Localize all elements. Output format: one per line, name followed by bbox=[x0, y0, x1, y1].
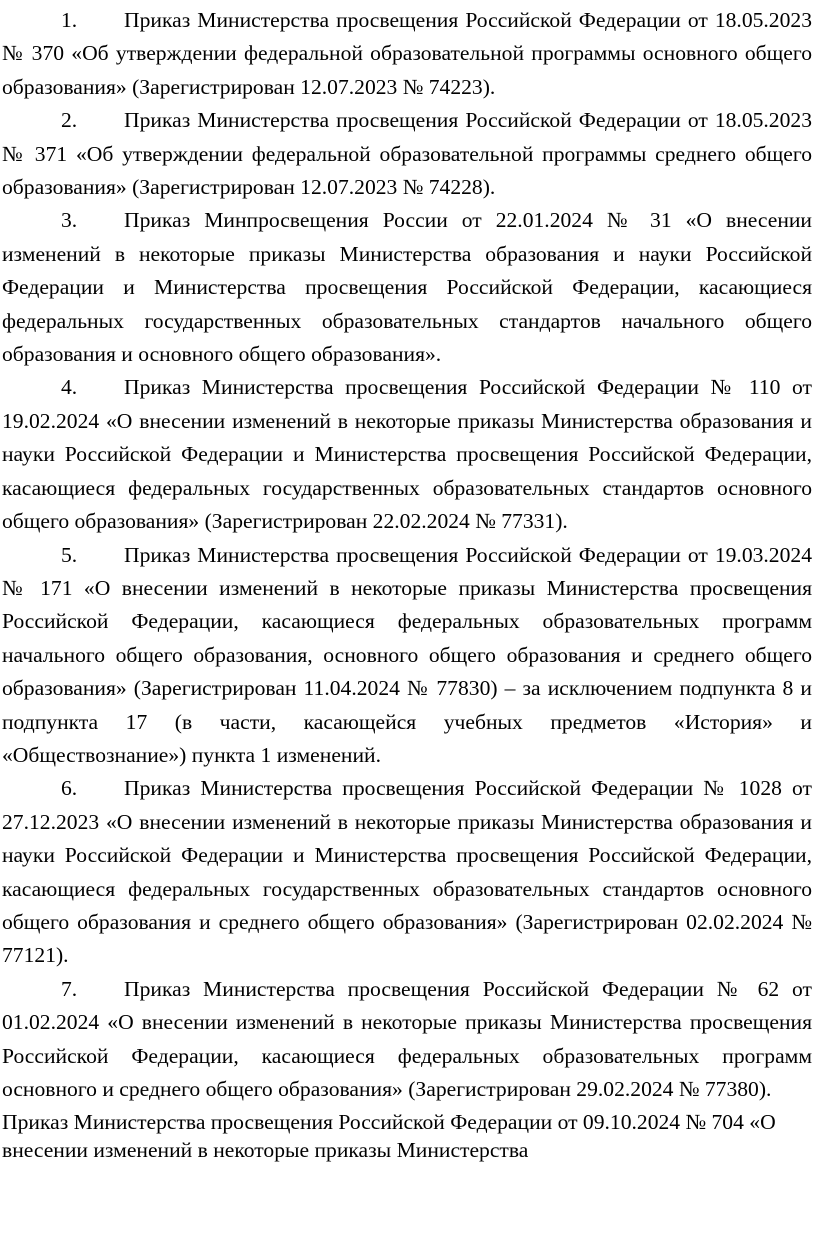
item-number: 3. bbox=[61, 208, 78, 233]
item-number: 5. bbox=[61, 542, 78, 567]
list-item-5 bbox=[2, 539, 812, 773]
list-item-1 bbox=[2, 4, 812, 104]
item-text: Приказ Министерства просвещения Российской Федерации № 1028 от 27.12.2023 «О внесении изменений в некоторые приказы Министерства образования и науки Российской Федерации и Министерства просвещения Российской Федерации, касающиеся федеральных государственных образовательных стандартов основного общего образования и среднего общего образования» (Зарегистрирован 02.02.2024 № 77121). bbox=[2, 776, 812, 968]
item-number: 2. bbox=[61, 108, 78, 133]
item-number: 4. bbox=[61, 375, 78, 400]
item-number: 1. bbox=[61, 8, 78, 32]
item-text: Приказ Минпросвещения России от 22.01.2024 № 31 «О внесении изменений в некоторые приказы Министерства образования и науки Российской Федерации и Министерства просвещения Российской Федерации, касающиеся федеральных государственных образовательных стандартов начального общего образования и основного общего образования». bbox=[2, 208, 812, 367]
list-item-4 bbox=[2, 371, 812, 538]
item-text: Приказ Министерства просвещения Российской Федерации № 110 от 19.02.2024 «О внесении изменений в некоторые приказы Министерства образования и науки Российской Федерации и Министерства просвещения Российской Федерации, касающиеся федеральных государственных образовательных стандартов основного общего образования» (Зарегистрирован 22.02.2024 № 77331). bbox=[2, 375, 812, 534]
list-item-7 bbox=[2, 973, 812, 1107]
list-item-3 bbox=[2, 204, 812, 371]
item-text: Приказ Министерства просвещения Российской Федерации от 19.03.2024 № 171 «О внесении изменений в некоторые приказы Министерства просвещения Российской Федерации, касающиеся федеральных образовательных программ начального общего образования, основного общего образования и среднего общего образования» (Зарегистрирован 11.04.2024 № 77830) – за исключением подпункта 8 и подпункта 17 (в части, касающейся учебных предметов «История» и «Обществознание») пункта 1 изменений. bbox=[2, 542, 812, 767]
list-item-2 bbox=[2, 104, 812, 204]
item-text: Приказ Министерства просвещения Российской Федерации № 62 от 01.02.2024 «О внесении изменений в некоторые приказы Министерства просвещения Российской Федерации, касающиеся федеральных образовательных программ основного и среднего общего образования» (Зарегистрирован 29.02.2024 № 77380). bbox=[2, 976, 812, 1101]
list-item-6 bbox=[2, 772, 812, 972]
trailing-paragraph: Приказ Министерства просвещения Российской Федерации от 09.10.2024 № 704 «О внесении изменений в некоторые приказы Министерства bbox=[2, 1110, 776, 1163]
item-text: Приказ Министерства просвещения Российской Федерации от 18.05.2023 № 370 «Об утверждении федеральной образовательной программы основного общего образования» (Зарегистрирован 12.07.2023 № 74223). bbox=[2, 8, 812, 99]
item-text: Приказ Министерства просвещения Российской Федерации от 18.05.2023 № 371 «Об утверждении федеральной образовательной программы среднего общего образования» (Зарегистрирован 12.07.2023 № 74228). bbox=[2, 108, 812, 200]
item-number: 7. bbox=[61, 976, 78, 1001]
item-number: 6. bbox=[61, 776, 78, 801]
